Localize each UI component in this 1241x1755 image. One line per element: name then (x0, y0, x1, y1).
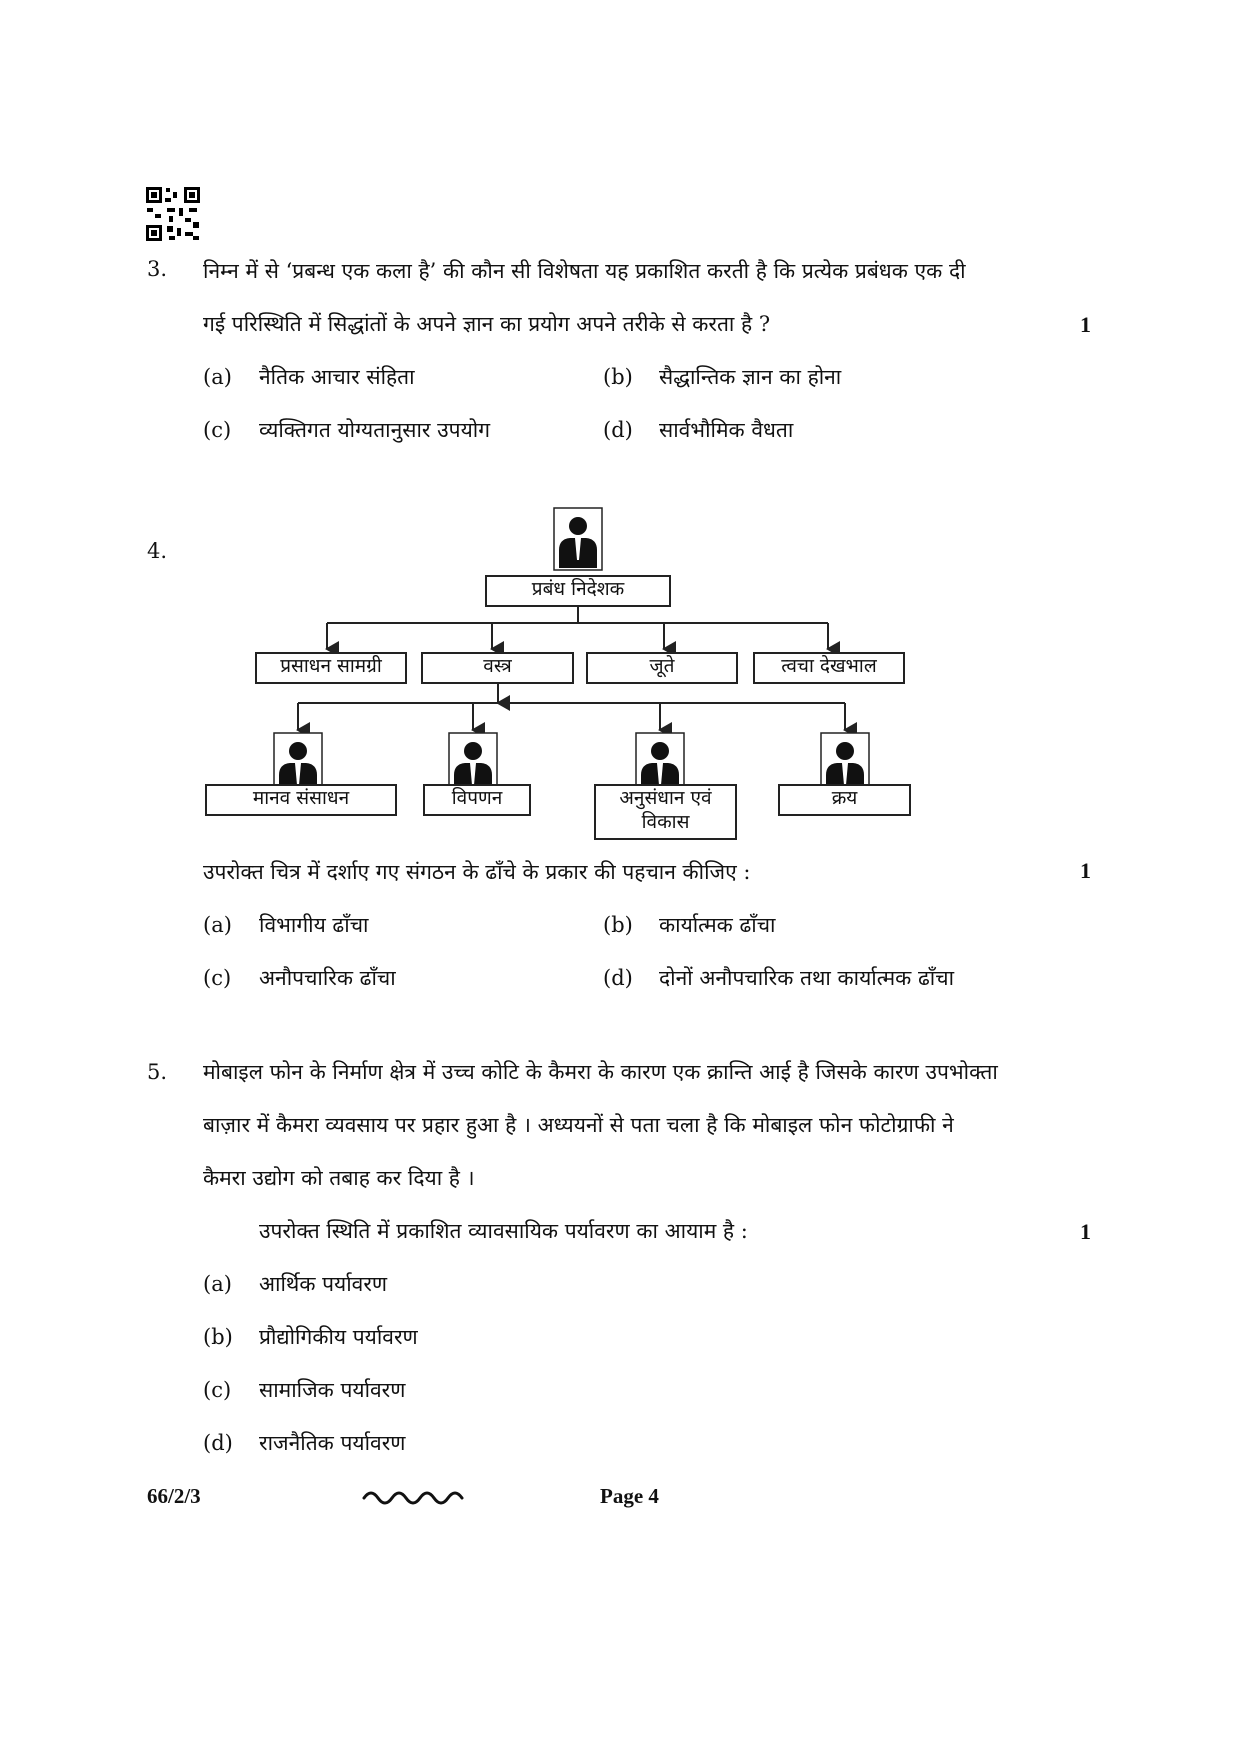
q5-option-c-text: सामाजिक पर्यावरण (259, 1378, 406, 1402)
q4-option-b-text: कार्यात्मक ढाँचा (659, 913, 776, 937)
paper-code: 66/2/3 (147, 1484, 201, 1508)
page-number: Page 4 (600, 1484, 659, 1508)
q4-option-b-letter: (b) (603, 913, 633, 937)
q3-option-c-letter: (c) (203, 418, 232, 442)
question-3-number: 3. (147, 257, 168, 281)
q4-option-c-letter: (c) (203, 966, 232, 990)
q4-option-d-text: दोनों अनौपचारिक तथा कार्यात्मक ढाँचा (659, 966, 955, 990)
box-function-research-line1: अनुसंधान एवं (619, 787, 712, 809)
question-3-text-line1: निम्न में से ‘प्रबन्ध एक कला है’ की कौन सी विशेषता यह प्रकाशित करती है कि प्रत्येक प्रबंधक एक दी (203, 259, 966, 283)
q4-option-a-text: विभागीय ढाँचा (259, 913, 369, 937)
qr-code-icon (145, 186, 201, 242)
question-3-marks: 1 (1080, 312, 1091, 337)
q3-option-d-letter: (d) (603, 418, 633, 442)
q3-option-b-text: सैद्धान्तिक ज्ञान का होना (659, 365, 842, 389)
box-function-purchase: क्रय (778, 784, 911, 816)
question-4-text: उपरोक्त चित्र में दर्शाए गए संगठन के ढाँचे के प्रकार की पहचान कीजिए : (203, 860, 751, 884)
q5-option-a-letter: (a) (203, 1272, 232, 1296)
q5-option-a-text: आर्थिक पर्यावरण (259, 1272, 388, 1296)
q3-option-a-text: नैतिक आचार संहिता (259, 365, 415, 389)
q5-option-d-text: राजनैतिक पर्यावरण (259, 1431, 406, 1455)
q3-option-a-letter: (a) (203, 365, 232, 389)
question-4-number: 4. (147, 539, 168, 563)
q3-option-d-text: सार्वभौमिक वैधता (659, 418, 794, 442)
q5-option-d-letter: (d) (203, 1431, 233, 1455)
question-3-text-line2: गई परिस्थिति में सिद्धांतों के अपने ज्ञान का प्रयोग अपने तरीके से करता है ? (203, 312, 771, 336)
box-function-research-line2: विकास (641, 811, 690, 833)
box-function-hr: मानव संसाधन (205, 784, 397, 816)
wave-ornament-icon (362, 1486, 472, 1512)
question-5-number: 5. (147, 1060, 168, 1084)
question-5-text-line3: कैमरा उद्योग को तबाह कर दिया है । (203, 1166, 475, 1190)
q4-option-d-letter: (d) (603, 966, 633, 990)
q5-option-b-text: प्रौद्योगिकीय पर्यावरण (259, 1325, 418, 1349)
managing-director-person-icon (554, 508, 602, 570)
box-function-marketing: विपणन (423, 784, 531, 816)
box-division-cosmetics: प्रसाधन सामग्री (255, 652, 407, 684)
question-5-text-line1: मोबाइल फोन के निर्माण क्षेत्र में उच्च कोटि के कैमरा के कारण एक क्रान्ति आई है जिसके कारण उपभोक्ता (203, 1060, 998, 1084)
question-5-marks: 1 (1080, 1219, 1091, 1244)
question-5-text-line2: बाज़ार में कैमरा व्यवसाय पर प्रहार हुआ है । अध्ययनों से पता चला है कि मोबाइल फोन फोटोग्राफी ने (203, 1113, 954, 1137)
box-division-shoes: जूते (586, 652, 738, 684)
question-5-prompt: उपरोक्त स्थिति में प्रकाशित व्यावसायिक पर्यावरण का आयाम है : (259, 1219, 748, 1243)
q4-option-a-letter: (a) (203, 913, 232, 937)
box-managing-director: प्रबंध निदेशक (485, 575, 671, 607)
q3-option-b-letter: (b) (603, 365, 633, 389)
box-division-skincare: त्वचा देखभाल (753, 652, 905, 684)
question-4-marks: 1 (1080, 858, 1091, 883)
q3-option-c-text: व्यक्तिगत योग्यतानुसार उपयोग (259, 418, 491, 442)
q4-option-c-text: अनौपचारिक ढाँचा (259, 966, 396, 990)
q5-option-b-letter: (b) (203, 1325, 233, 1349)
box-division-clothing: वस्त्र (421, 652, 574, 684)
q5-option-c-letter: (c) (203, 1378, 232, 1402)
box-function-research (594, 784, 737, 840)
